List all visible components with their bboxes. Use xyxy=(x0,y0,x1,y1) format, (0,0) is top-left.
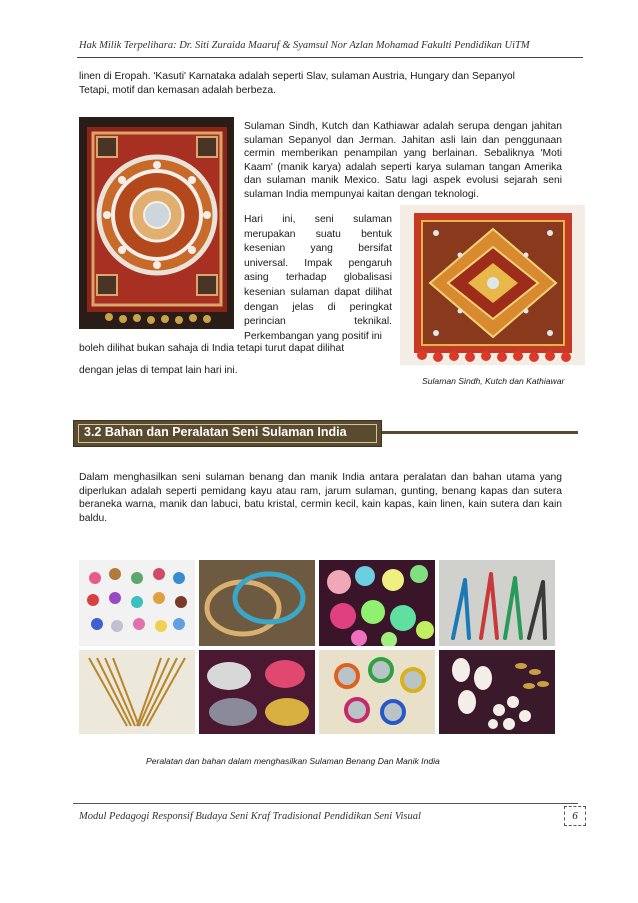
footer-rule xyxy=(73,803,578,804)
mirror-work-photo xyxy=(319,650,435,734)
paragraph-2: Sulaman Sindh, Kutch dan Kathiawar adalah serupa dengan jahitan sulaman Sepanyol dan Jerman. Jahitan asli lain dan penggunaan cermin memberikan penampilan yang berlainan. Sebaliknya 'Moti Kaam' (manik karya) adalah seperti karya sulaman tangan Amerika dan sulaman manik Mexico. Satu lagi aspek evolusi sejarah seni sulaman India mempunyai kaitan dengan teknologi. xyxy=(244,121,562,200)
paragraph-1-line-1: linen di Eropah. 'Kasuti' Karnataka adalah seperti Slav, sulaman Austria, Hungary dan Sepanyol xyxy=(79,71,515,82)
caption-tools: Peralatan dan bahan dalam menghasilkan Sulaman Benang Dan Manik India xyxy=(146,756,440,766)
paragraph-3-line-full: boleh dilihat bukan sahaja di India tetapi turut dapat dilihat xyxy=(79,343,345,354)
paragraph-4: Dalam menghasilkan seni sulaman benang dan manik India antara peralatan dan bahan utama yang diperlukan adalah seperti pemidang kayu atau ram, jarum sulaman, gunting, benang kapas dan sutera beraneka warna, manik dan labuci, batu kristal, cermin kecil, kain kapas, kain linen, kain sutera dan kain baldu. xyxy=(79,472,562,524)
paragraph-1-line-2: Tetapi, motif dan kemasan adalah berbeza. xyxy=(79,85,276,96)
running-header: Hak Milik Terpelihara: Dr. Siti Zuraida Maaruf & Syamsul Nor Azlan Mohamad Fakulti Pendidikan UiTM xyxy=(79,40,530,51)
section-title: 3.2 Bahan dan Peralatan Seni Sulaman India xyxy=(84,425,347,439)
needles-photo xyxy=(79,650,195,734)
paragraph-3-end: dengan jelas di tempat lain hari ini. xyxy=(79,365,238,376)
embroidery-hoops-photo xyxy=(199,560,315,646)
section-heading xyxy=(73,420,382,447)
header-rule xyxy=(77,57,583,58)
kutch-embroidery-photo xyxy=(79,117,234,329)
page-number: 6 xyxy=(564,806,586,826)
caption-sindh: Sulaman Sindh, Kutch dan Kathiawar xyxy=(422,376,565,386)
scissors-photo xyxy=(439,560,555,646)
crystal-beads-photo xyxy=(79,560,195,646)
bugle-beads-photo xyxy=(199,650,315,734)
section-rule xyxy=(382,431,578,434)
pearl-beads-photo xyxy=(439,650,555,734)
sindh-embroidery-photo xyxy=(400,205,585,365)
paragraph-3-column: Hari ini, seni sulaman merupakan suatu bentuk kesenian yang bersifat universal. Impak pengaruh asing terhadap globalisasi kesenian sulaman dapat dilihat dengan jelas di peringkat perincian teknikal. Perkembangan yang positif ini xyxy=(244,214,392,342)
footer-title: Modul Pedagogi Responsif Budaya Seni Kraf Tradisional Pendidikan Seni Visual xyxy=(79,811,421,822)
sequins-photo xyxy=(319,560,435,646)
